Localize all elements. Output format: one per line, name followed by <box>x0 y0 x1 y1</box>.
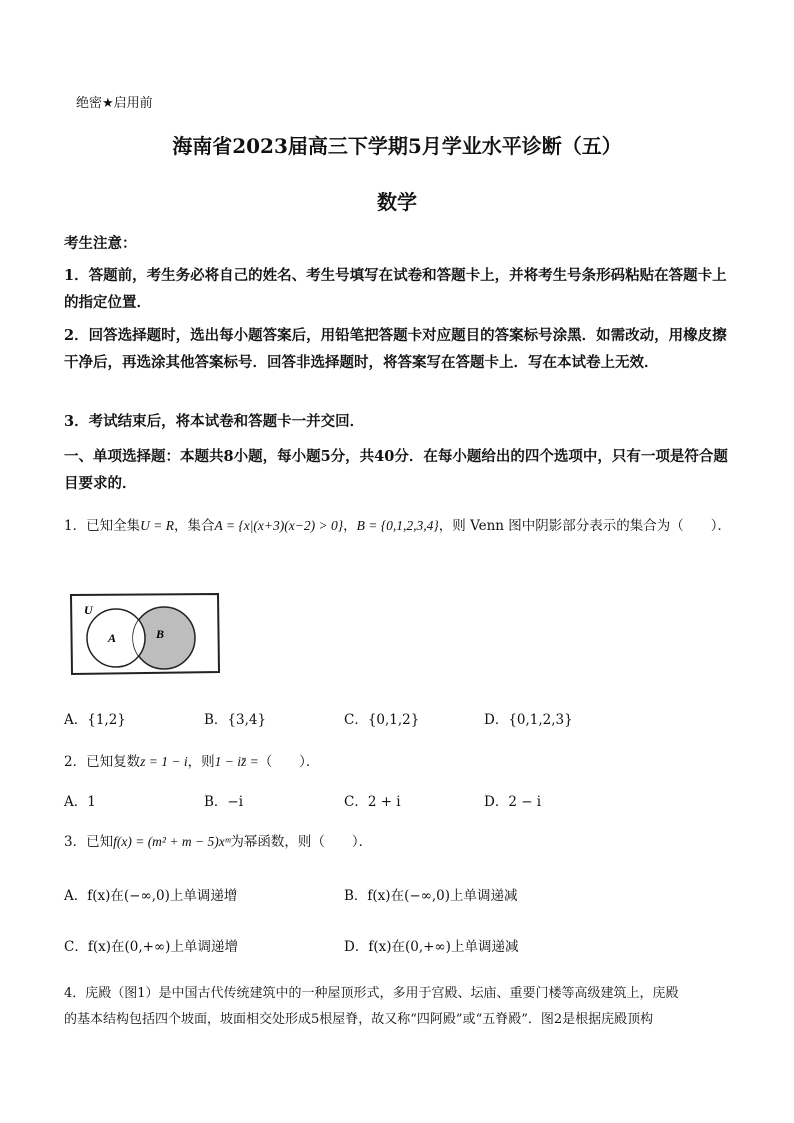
notice-item-2: 2．回答选择题时，选出每小题答案后，用铅笔把答题卡对应题目的答案标号涂黑．如需改动，用橡皮擦干净后，再选涂其他答案标号．回答非选择题时，将答案写在答题卡上．写在本试卷上无效． <box>64 327 727 371</box>
notice-item-1: 1．答题前，考生务必将自己的姓名、考生号填写在试卷和答题卡上，并将考生号条形码粘贴在答题卡上的指定位置． <box>64 267 727 311</box>
q2-stem-part: （ ）． <box>258 754 320 770</box>
page-title: 海南省2023届高三下学期5月学业水平诊断（五） <box>172 134 622 158</box>
q1-stem-part: ， <box>343 518 357 534</box>
question-4-line-2: 的基本结构包括四个坡面，坡面相交处形成5根屋脊，故又称“四阿殿”或“五脊殿”．图2是根据庑殿顶构 <box>64 1012 654 1027</box>
notice-heading: 考生注意： <box>64 235 137 252</box>
q2-option-c[interactable]: C．2 + i <box>344 794 401 810</box>
q1-stem-part: 1．已知全集 <box>64 518 141 534</box>
q2-math-z: z = 1 − i <box>140 754 188 769</box>
venn-label-u: U <box>84 603 93 617</box>
q1-math-universal: U = R <box>140 518 174 533</box>
venn-label-b: B <box>156 627 165 641</box>
question-2-stem <box>64 748 734 776</box>
q2-option-a[interactable]: A．1 <box>64 794 96 810</box>
question-1-stem <box>64 512 734 540</box>
q1-stem-part: ，集合 <box>173 518 215 534</box>
q3-stem-part: 为幂函数，则（ ）． <box>230 834 373 850</box>
q2-option-b[interactable]: B．−i <box>204 794 244 810</box>
q3-math-func: f(x) = (m² + m − 5)xᵐ <box>113 834 231 849</box>
venn-label-a: A <box>108 631 117 645</box>
q1-math-set-a: A = {x|(x+3)(x−2) > 0} <box>214 518 344 533</box>
q2-stem-part: ，则 <box>187 754 215 770</box>
q1-option-c[interactable]: C．{0,1,2} <box>344 712 420 728</box>
q1-math-set-b: B = {0,1,2,3,4} <box>356 518 439 533</box>
q3-option-d[interactable]: D．f(x)在(0,+∞)上单调递减 <box>344 939 519 955</box>
notice-item-3: 3．考试结束后，将本试卷和答题卡一并交回． <box>64 413 365 430</box>
q2-stem-part: 2．已知复数 <box>64 754 141 770</box>
question-4-line-1: 4．庑殿（图1）是中国古代传统建筑中的一种屋顶形式，多用于宫殿、坛庙、重要门楼等高级建筑上，庑殿 <box>64 986 679 1001</box>
q3-option-c[interactable]: C．f(x)在(0,+∞)上单调递增 <box>64 939 238 955</box>
venn-diagram <box>68 592 220 676</box>
q3-option-b[interactable]: B．f(x)在(−∞,0)上单调递减 <box>344 888 518 904</box>
q1-option-d[interactable]: D．{0,1,2,3} <box>484 712 573 728</box>
q2-math-expr: 1 − iz̄ = <box>214 754 259 769</box>
q3-option-a[interactable]: A．f(x)在(−∞,0)上单调递增 <box>64 888 238 904</box>
question-3-stem <box>64 828 734 856</box>
q1-option-a[interactable]: A．{1,2} <box>64 712 126 728</box>
q1-option-b[interactable]: B．{3,4} <box>204 712 267 728</box>
secret-label: 绝密★启用前 <box>76 96 153 111</box>
q3-stem-part: 3．已知 <box>64 834 114 850</box>
subject-title: 数学 <box>377 190 417 214</box>
q1-stem-part: ，则 Venn 图中阴影部分表示的集合为（ ）． <box>438 518 732 534</box>
section-heading: 一、单项选择题：本题共8小题，每小题5分，共40分．在每小题给出的四个选项中，只有一项是符合题目要求的． <box>64 448 728 492</box>
q2-option-d[interactable]: D．2 − i <box>484 794 542 810</box>
